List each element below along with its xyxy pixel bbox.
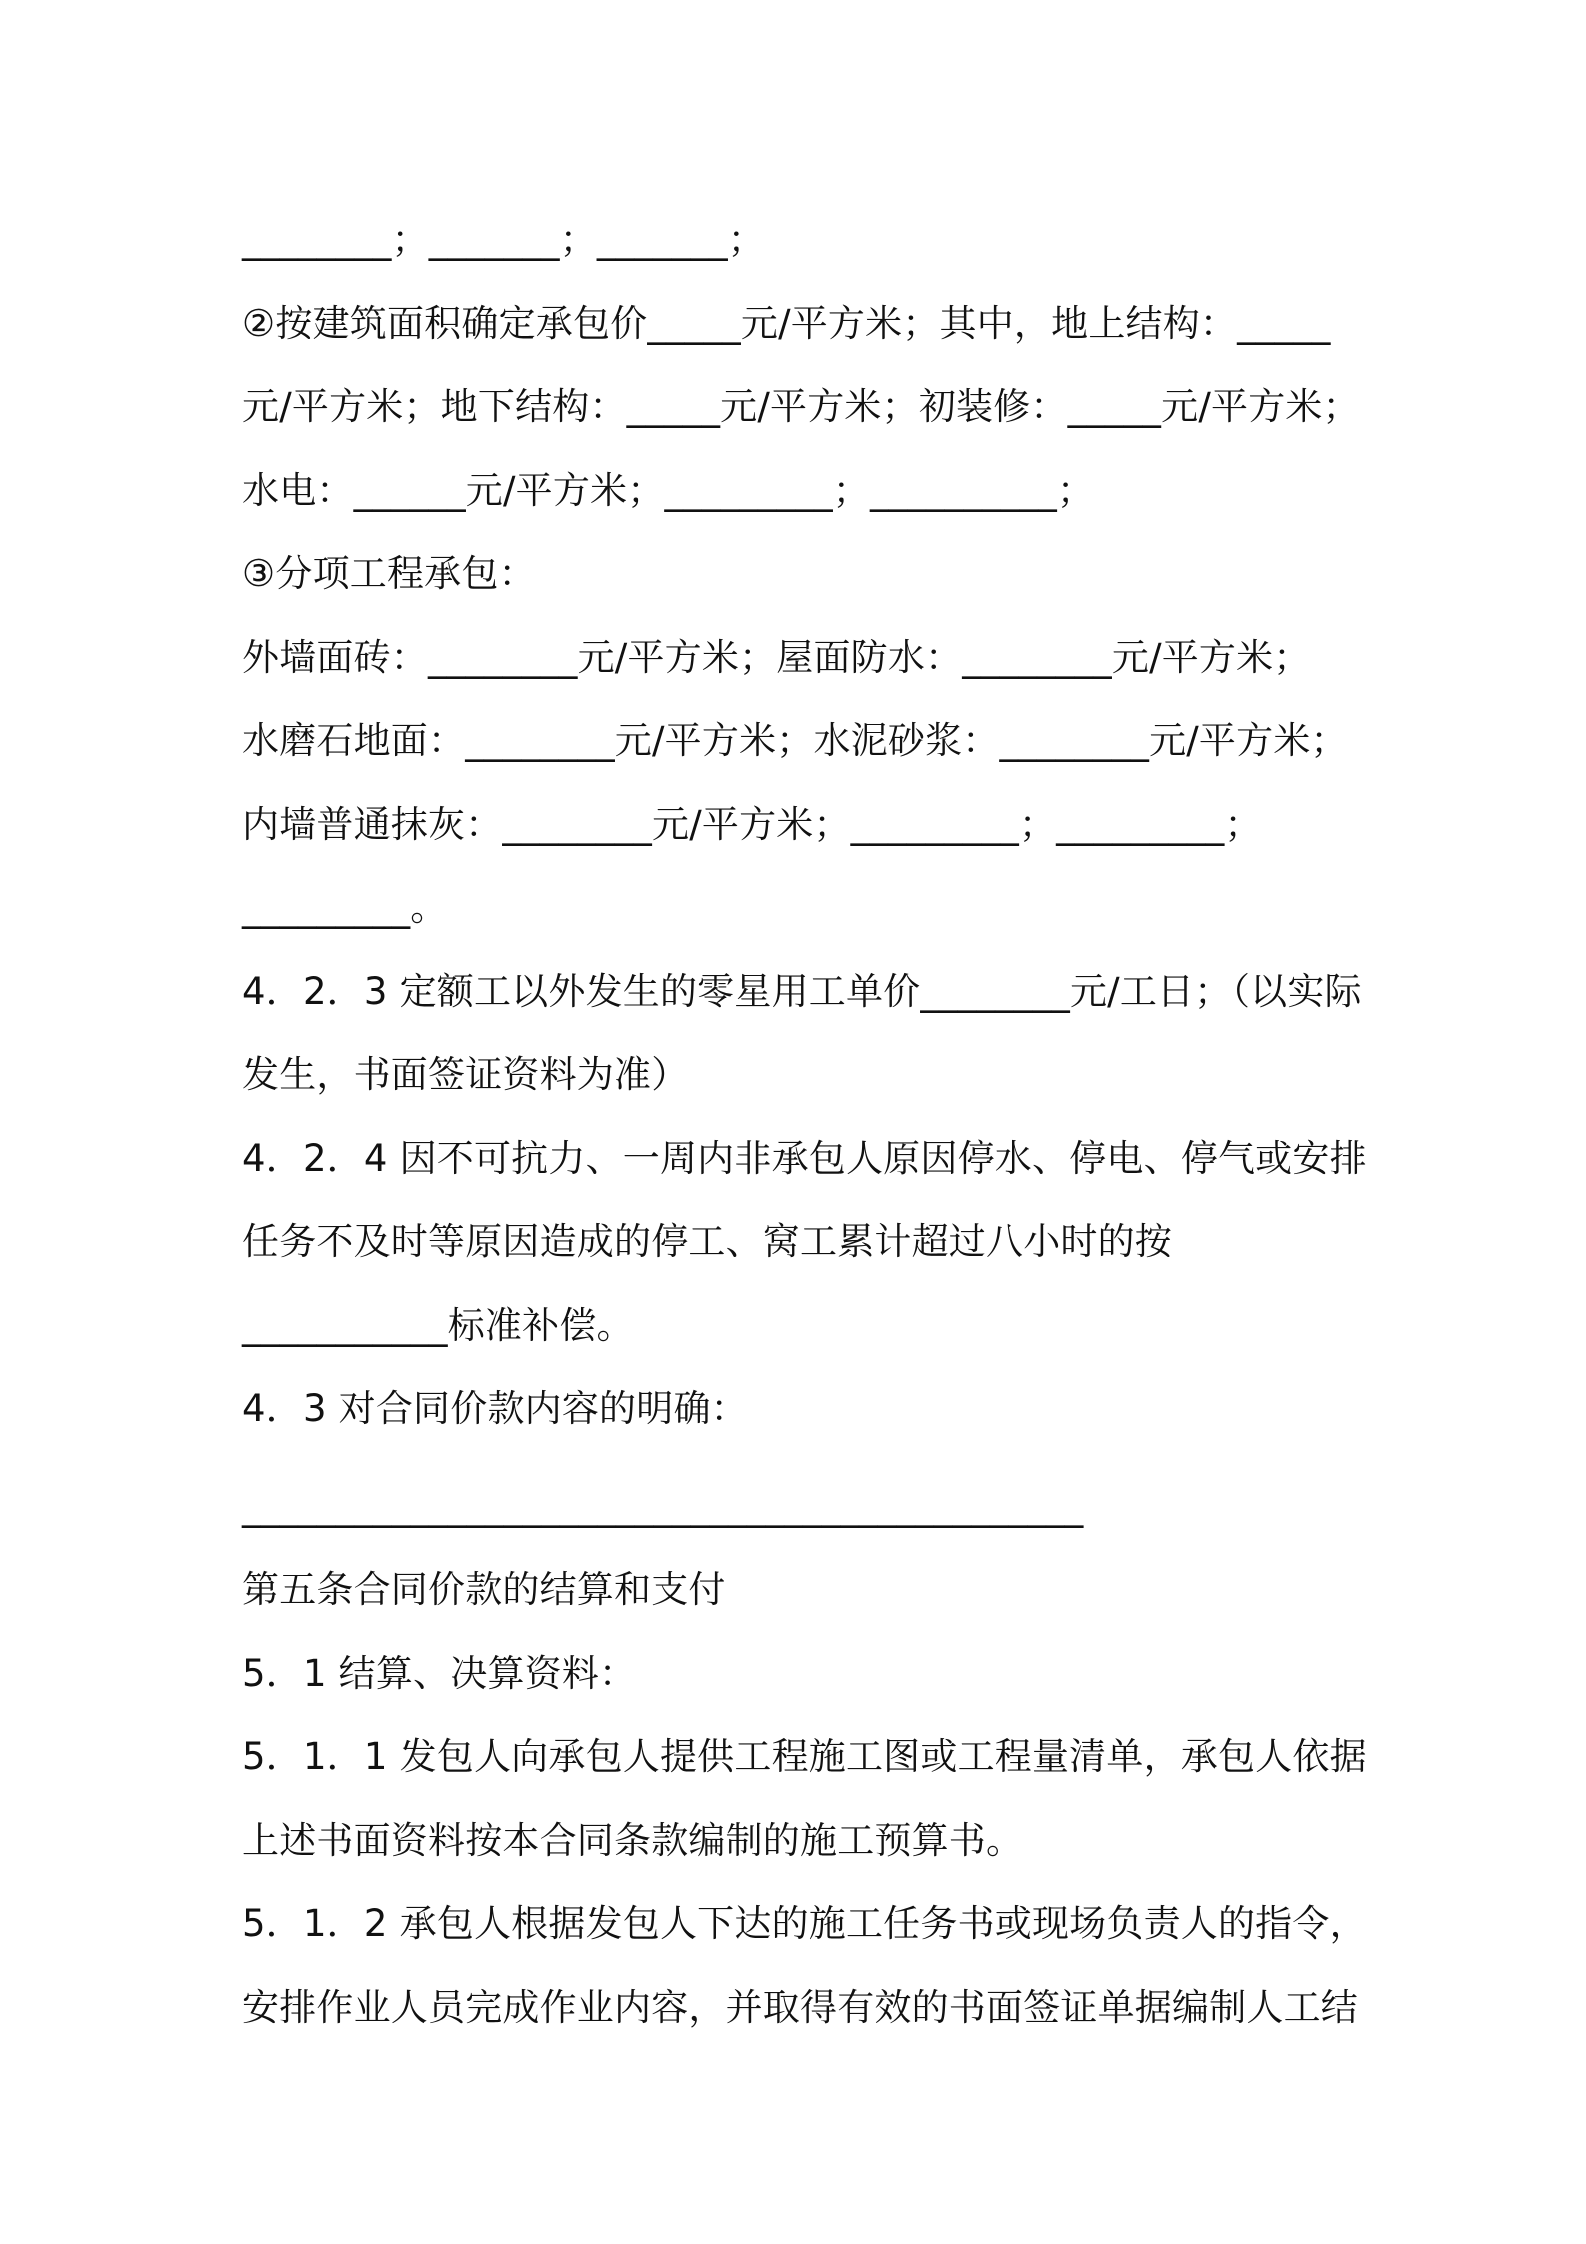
text-line: 水电：______元/平方米；_________；__________； bbox=[242, 468, 1095, 512]
text-line: 水磨石地面：________元/平方米；水泥砂浆：________元/平方米； bbox=[242, 719, 1348, 762]
text-line: 5．1．2 承包人根据发包人下达的施工任务书或现场负责人的指令， bbox=[242, 1902, 1367, 1945]
section-heading: 第五条合同价款的结算和支付 bbox=[242, 1568, 726, 1611]
text-line: 外墙面砖：________元/平方米；屋面防水：________元/平方米； bbox=[242, 635, 1311, 679]
document-body bbox=[242, 198, 1367, 2049]
text-line: 4．2．3 定额工以外发生的零星用工单价________元/工日；（以实际 bbox=[242, 969, 1362, 1013]
text-line: ___________标准补偿。 bbox=[242, 1303, 634, 1347]
text-line: 安排作业人员完成作业内容，并取得有效的书面签证单据编制人工结 bbox=[242, 1985, 1358, 2029]
text-line: ③分项工程承包： bbox=[242, 552, 536, 595]
text-line: 发生，书面签证资料为准） bbox=[242, 1053, 689, 1096]
text-line: 上述书面资料按本合同条款编制的施工预算书。 bbox=[242, 1818, 1024, 1862]
text-line: 5．1．1 发包人向承包人提供工程施工图或工程量清单，承包人依据 bbox=[242, 1735, 1367, 1778]
text-line: ________；_______；_______； bbox=[242, 218, 765, 261]
text-line: 元/平方米；地下结构：_____元/平方米；初装修：_____元/平方米； bbox=[242, 385, 1360, 428]
text-line: 内墙普通抹灰：________元/平方米；_________；_________； bbox=[242, 802, 1262, 846]
text-line: ②按建筑面积确定承包价_____元/平方米；其中，地上结构：_____ bbox=[242, 301, 1331, 345]
text-line: 4．2．4 因不可抗力、一周内非承包人原因停水、停电、停气或安排 bbox=[242, 1136, 1367, 1180]
text-line: 4．3 对合同价款内容的明确： bbox=[242, 1387, 748, 1430]
text-line: _________。 bbox=[242, 886, 448, 929]
text-line: 5．1 结算、决算资料： bbox=[242, 1651, 637, 1695]
text-line: 任务不及时等原因造成的停工、窝工累计超过八小时的按 bbox=[242, 1220, 1172, 1263]
blank-fill-line: _____________________________________________ bbox=[242, 1484, 1084, 1528]
